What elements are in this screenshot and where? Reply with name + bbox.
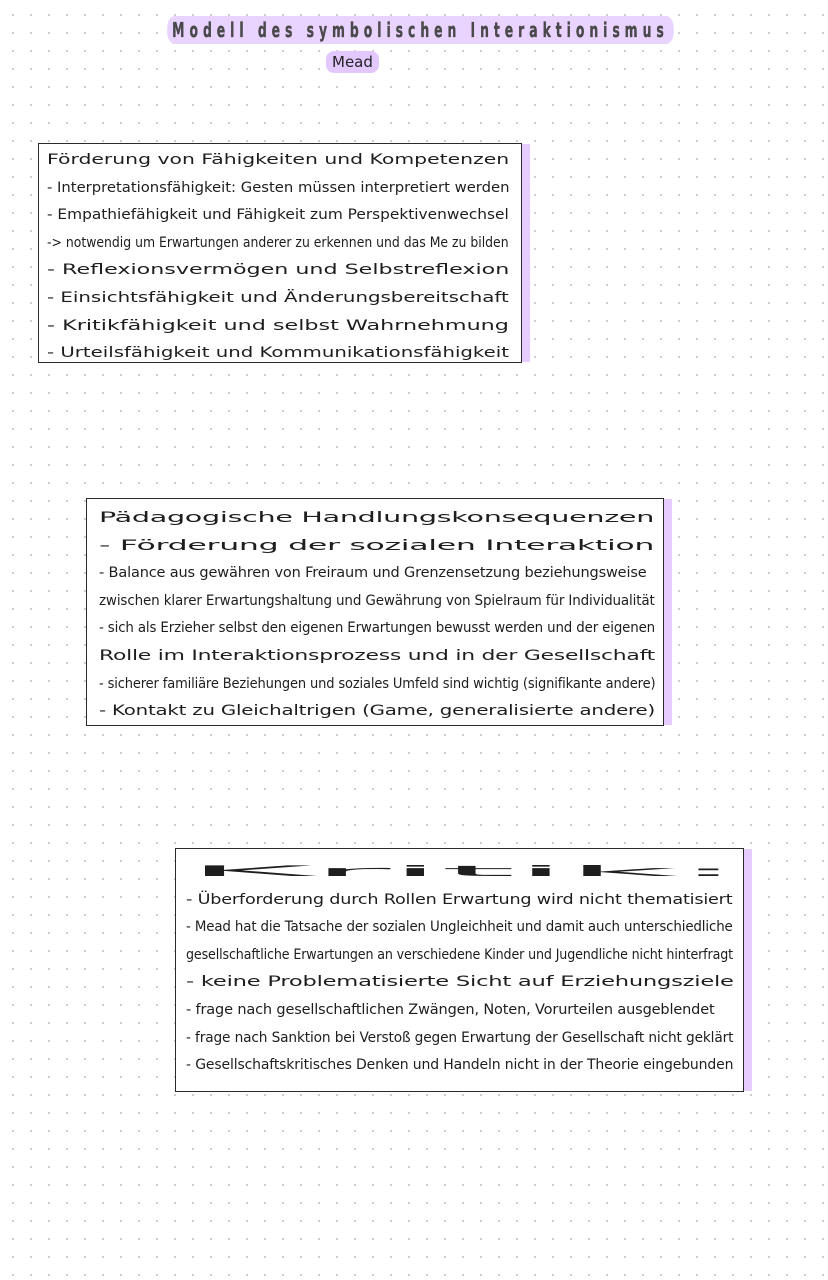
list-item xyxy=(99,671,663,699)
list-item: - Interpretationsfähigkeit: Gesten müssen interpretiert werden xyxy=(47,179,510,196)
note-box-criticism: Kritik: - Überforderung durch Rollen Erwartung wird nicht thematisiert - Mead hat die Tatsache der sozialen Ungleichheit und damit auch unterschiedliche gesellschaftliche Erwartungen an verschiedene Kinder und Jugendliche nicht hinterfragt - keine Problematisierte Sicht auf Erziehungsziele - frage nach gesellschaftlichen Zwängen, Noten, Vorurteilen ausgeblendet - frage nach Sanktion bei Verstoß gegen Erwartung der Gesellschaft nicht geklärt - Gesellschaftskritisches Denken und Handeln nicht in der Theorie eingebunden xyxy=(175,848,744,1092)
list-item-text: gesellschaftliche Erwartungen an verschiedene Kinder und Jugendliche nicht hinterfragt xyxy=(186,946,733,963)
list-item-text: - Balance aus gewähren von Freiraum und Grenzensetzung beziehungsweise xyxy=(99,565,647,582)
list-item-text: -> notwendig um Erwartungen anderer zu erkennen und das Me zu bilden xyxy=(47,234,509,251)
list-item xyxy=(99,615,663,643)
list-item: - Kritikfähigkeit und selbst Wahrnehmung xyxy=(47,317,509,334)
list-item xyxy=(186,1052,743,1080)
list-item-text: zwischen klarer Erwartungshaltung und Gewährung von Spielraum für Individualität xyxy=(99,592,655,609)
list-item xyxy=(186,942,743,970)
list-item xyxy=(186,1025,743,1053)
list-item: - Empathiefähigkeit und Fähigkeit zum Perspektivenwechsel xyxy=(47,207,509,224)
list-item: - Einsichtsfähigkeit und Änderungsbereitschaft xyxy=(47,289,509,306)
title-text: Modell des symbolischen Interaktionismus xyxy=(167,16,673,44)
list-item: - Urteilsfähigkeit und Kommunikationsfähigkeit xyxy=(47,345,509,362)
list-item xyxy=(99,560,663,588)
subtitle-author: Mead xyxy=(326,51,379,73)
list-item-text: - sich als Erzieher selbst den eigenen Erwartungen bewusst werden und der eigenen xyxy=(99,620,656,637)
list-item-text: - sicherer familiäre Beziehungen und soziales Umfeld sind wichtig (signifikante andere) xyxy=(99,675,656,692)
list-item-text: - frage nach Sanktion bei Verstoß gegen Erwartung der Gesellschaft nicht geklärt xyxy=(186,1029,734,1046)
note-box-pedagogical-consequences: Pädagogische Handlungskonsequenzen - Förderung der sozialen Interaktion - Balance aus gewähren von Freiraum und Grenzensetzung beziehungsweise zwischen klarer Erwartungshaltung und Gewährung von Spielraum für Individualität - sich als Erzieher selbst den eigenen Erwartungen bewusst werden und der eigenen Rolle im Interaktionsprozess und in der Gesellschaft - sicherer familiäre Beziehungen und soziales Umfeld sind wichtig (signifikante andere) - Kontakt zu Gleichaltrigen (Game, generalisierte andere) xyxy=(86,498,664,726)
list-item: - Förderung der sozialen Interaktion xyxy=(99,537,655,554)
page-title xyxy=(60,10,780,50)
list-item-text: - frage nach gesellschaftlichen Zwängen, Noten, Vorurteilen ausgeblendet xyxy=(186,1001,715,1018)
note-box-competencies: Förderung von Fähigkeiten und Kompetenzen - Interpretationsfähigkeit: Gesten müssen interpretiert werden - Empathiefähigkeit und Fähigkeit zum Perspektivenwechsel -> notwendig um Erwartungen anderer zu erkennen und das Me zu bilden - Reflexionsvermögen und Selbstreflexion - Einsichtsfähigkeit und Änderungsbereitschaft - Kritikfähigkeit und selbst Wahrnehmung - Urteilsfähigkeit und Kommunikationsfähigkeit xyxy=(38,143,522,363)
list-item-text: - Gesellschaftskritisches Denken und Handeln nicht in der Theorie eingebunden xyxy=(186,1057,734,1074)
list-item xyxy=(186,997,743,1025)
list-item xyxy=(99,588,663,616)
list-item xyxy=(47,230,521,258)
list-item: Rolle im Interaktionsprozess und in der Gesellschaft xyxy=(99,647,656,664)
list-item: - keine Problematisierte Sicht auf Erziehungsziele xyxy=(186,974,734,991)
list-item-text: - Mead hat die Tatsache der sozialen Ungleichheit und damit auch unterschiedliche xyxy=(186,919,733,936)
list-item xyxy=(186,914,743,942)
list-item: - Reflexionsvermögen und Selbstreflexion xyxy=(47,262,510,279)
list-item: - Überforderung durch Rollen Erwartung wird nicht thematisiert xyxy=(186,891,733,908)
list-item: - Kontakt zu Gleichaltrigen (Game, generalisierte andere) xyxy=(99,703,655,720)
